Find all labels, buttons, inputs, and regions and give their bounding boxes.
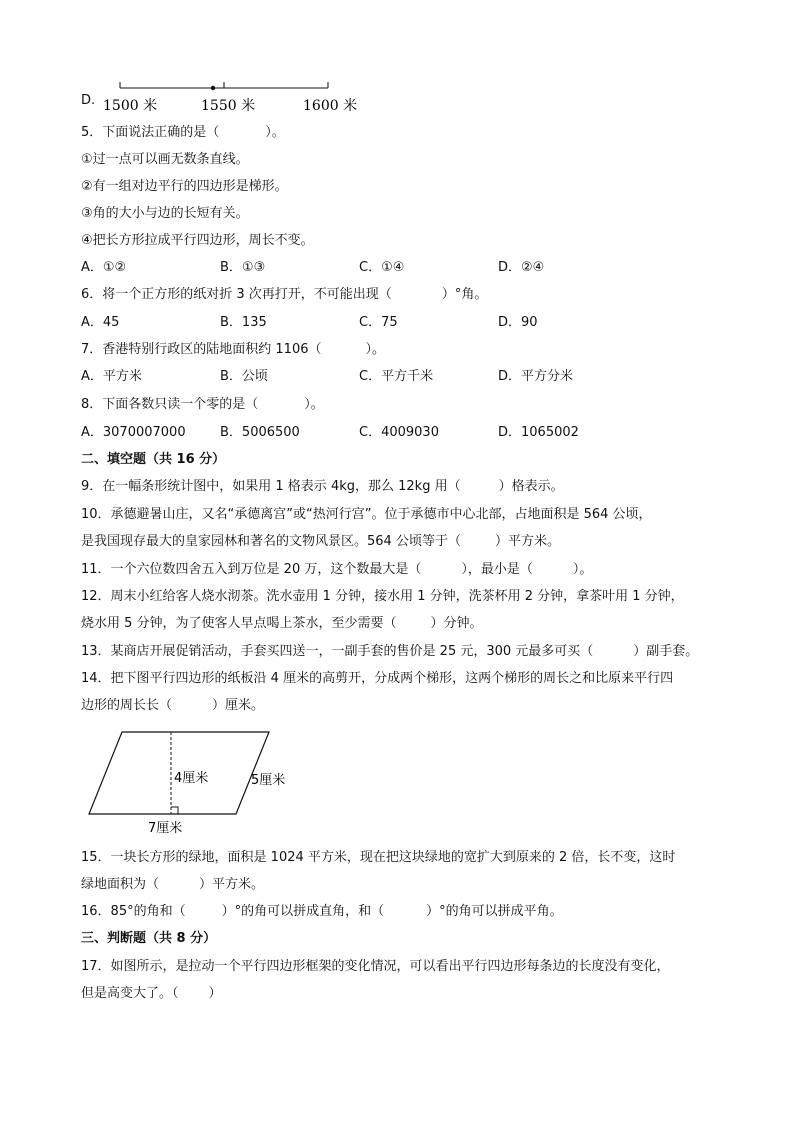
q8-option-a[interactable]: A．3070007000 xyxy=(81,425,186,440)
q6-stem: 6．将一个正方形的纸对折 3 次再打开，不可能出现（ ）°角。 xyxy=(81,287,488,302)
section-heading-true-false: 三、判断题（共 8 分） xyxy=(81,931,217,946)
q7-option-d[interactable]: D．平方分米 xyxy=(498,369,574,384)
right-angle-mark xyxy=(171,807,178,814)
q17-line-2: 但是高变大了。（ ） xyxy=(81,986,222,1001)
q6-options xyxy=(81,314,701,332)
q7-options xyxy=(81,368,701,386)
side-label: 5厘米 xyxy=(251,773,286,788)
section-heading-fill-in: 二、填空题（共 16 分） xyxy=(81,452,226,467)
height-label: 4厘米 xyxy=(174,771,209,786)
q8-options xyxy=(81,424,701,442)
q5-options xyxy=(81,259,701,277)
q5-statement-1: ①过一点可以画无数条直线。 xyxy=(81,152,249,167)
q8-stem: 8．下面各数只读一个零的是（ ）。 xyxy=(81,397,324,412)
q13-stem: 13．某商店开展促销活动，手套买四送一，一副手套的售价是 25 元，300 元最多可买（ ）副手套。 xyxy=(81,644,699,659)
q15-line-1: 15．一块长方形的绿地，面积是 1024 平方米，现在把这块绿地的宽扩大到原来的 2 倍，长不变，这时 xyxy=(81,850,676,865)
q14-parallelogram-figure xyxy=(84,726,304,838)
q15-line-2: 绿地面积为（ ）平方米。 xyxy=(81,877,265,892)
q6-option-c[interactable]: C．75 xyxy=(359,315,398,330)
q5-option-a[interactable]: A．①② xyxy=(81,260,127,275)
q6-option-b[interactable]: B．135 xyxy=(220,315,267,330)
q7-stem: 7．香港特别行政区的陆地面积约 1106（ ）。 xyxy=(81,342,386,357)
q16-stem: 16．85°的角和（ ）°的角可以拼成直角，和（ ）°的角可以拼成平角。 xyxy=(81,904,563,919)
q5-statement-2: ②有一组对边平行的四边形是梯形。 xyxy=(81,179,288,194)
q7-option-c[interactable]: C．平方千米 xyxy=(359,369,434,384)
q10-line-1: 10．承德避暑山庄，又名“承德离宫”或“热河行宫”。位于承德市中心北部，占地面积是 564 公顷， xyxy=(81,507,652,522)
q12-line-1: 12．周末小红给客人烧水沏茶。洗水壶用 1 分钟，接水用 1 分钟，洗茶杯用 2 分钟，拿茶叶用 1 分钟， xyxy=(81,589,684,604)
q4-option-d-label: D. xyxy=(81,93,96,108)
q5-option-c[interactable]: C．①④ xyxy=(359,260,405,275)
q4-number-line xyxy=(95,80,375,116)
q10-line-2: 是我国现存最大的皇家园林和著名的文物风景区。564 公顷等于（ ）平方米。 xyxy=(81,534,560,549)
q14-line-2: 边形的周长长（ ）厘米。 xyxy=(81,698,265,713)
q17-line-1: 17．如图所示，是拉动一个平行四边形框架的变化情况，可以看出平行四边形每条边的长度没有变化， xyxy=(81,959,670,974)
q8-option-b[interactable]: B．5006500 xyxy=(220,425,300,440)
q6-option-d[interactable]: D．90 xyxy=(498,315,538,330)
tick-label-1550: 1550 米 xyxy=(201,98,256,114)
q5-stem: 5．下面说法正确的是（ ）。 xyxy=(81,125,285,140)
q5-statement-4: ④把长方形拉成平行四边形，周长不变。 xyxy=(81,233,314,248)
q14-line-1: 14．把下图平行四边形的纸板沿 4 厘米的高剪开，分成两个梯形，这两个梯形的周长之和比原来平行四 xyxy=(81,671,674,686)
q11-stem: 11．一个六位数四舍五入到万位是 20 万，这个数最大是（ ），最小是（ ）。 xyxy=(81,562,593,577)
q5-option-b[interactable]: B．①③ xyxy=(220,260,266,275)
number-line-point xyxy=(211,86,215,90)
q8-option-c[interactable]: C．4009030 xyxy=(359,425,439,440)
q7-option-a[interactable]: A．平方米 xyxy=(81,369,142,384)
tick-label-1500: 1500 米 xyxy=(103,98,158,114)
q5-option-d[interactable]: D．②④ xyxy=(498,260,545,275)
tick-label-1600: 1600 米 xyxy=(303,98,358,114)
q5-statement-3: ③角的大小与边的长短有关。 xyxy=(81,206,249,221)
q6-option-a[interactable]: A．45 xyxy=(81,315,120,330)
base-label: 7厘米 xyxy=(148,821,183,836)
q12-line-2: 烧水用 5 分钟，为了使客人早点喝上茶水，至少需要（ ）分钟。 xyxy=(81,616,483,631)
q9-stem: 9．在一幅条形统计图中，如果用 1 格表示 4kg，那么 12kg 用（ ）格表示。 xyxy=(81,479,564,494)
q7-option-b[interactable]: B．公顷 xyxy=(220,369,268,384)
q8-option-d[interactable]: D．1065002 xyxy=(498,425,579,440)
